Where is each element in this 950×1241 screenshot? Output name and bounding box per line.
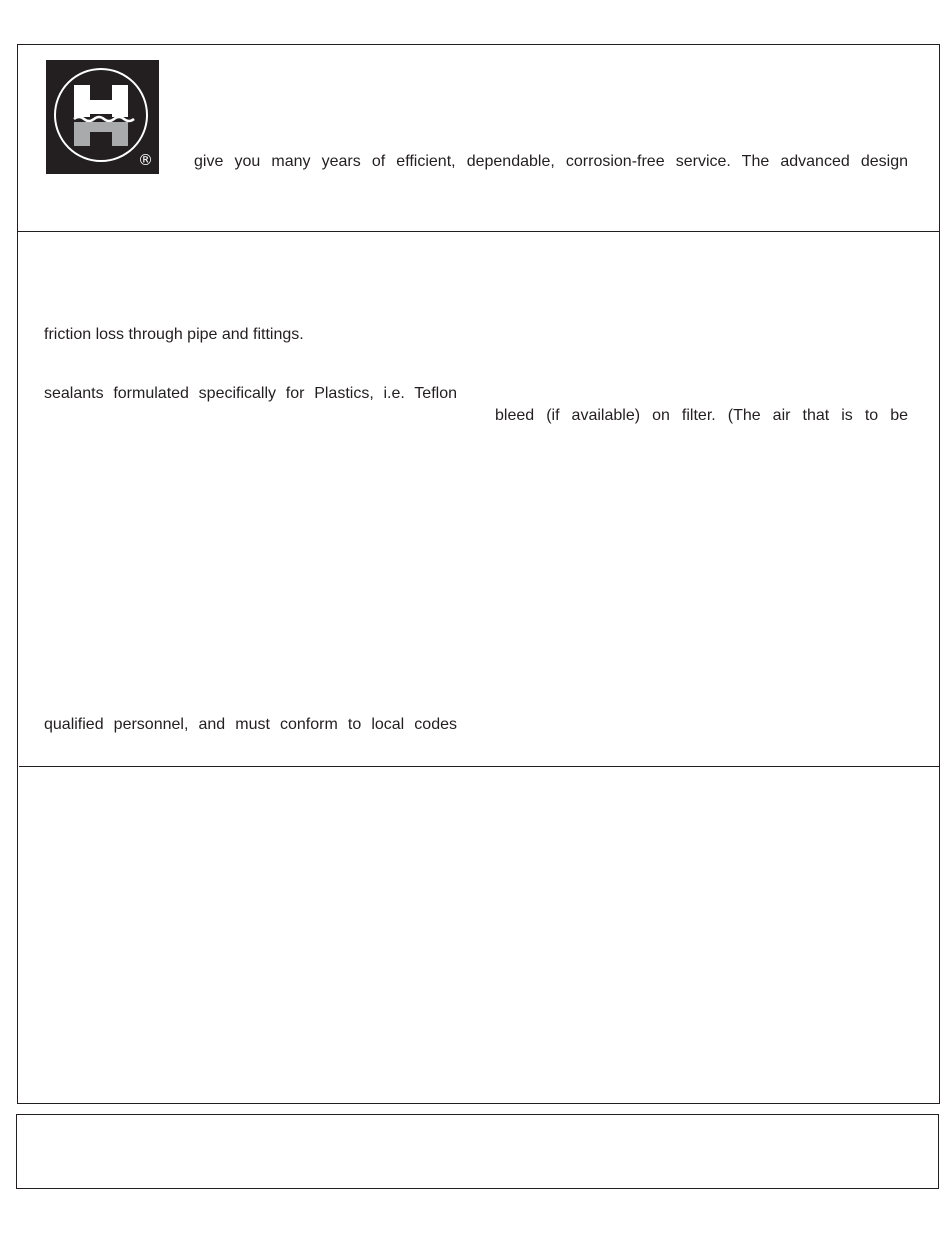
section-divider <box>17 231 940 232</box>
footer-box <box>16 1114 939 1189</box>
paragraph-line: qualified personnel, and must conform to local codes <box>44 716 457 733</box>
section-divider <box>19 766 940 767</box>
content-frame <box>17 44 940 1104</box>
hayward-h-logo-icon <box>46 60 159 174</box>
paragraph-line: bleed (if available) on filter. (The air that is to be <box>495 407 908 424</box>
intro-text: give you many years of efficient, dependable, corrosion-free service. The advanced design <box>194 153 908 170</box>
paragraph-line: friction loss through pipe and fittings. <box>44 326 304 343</box>
registered-mark: ® <box>138 151 153 169</box>
paragraph-line: sealants formulated specifically for Plastics, i.e. Teflon <box>44 385 457 402</box>
